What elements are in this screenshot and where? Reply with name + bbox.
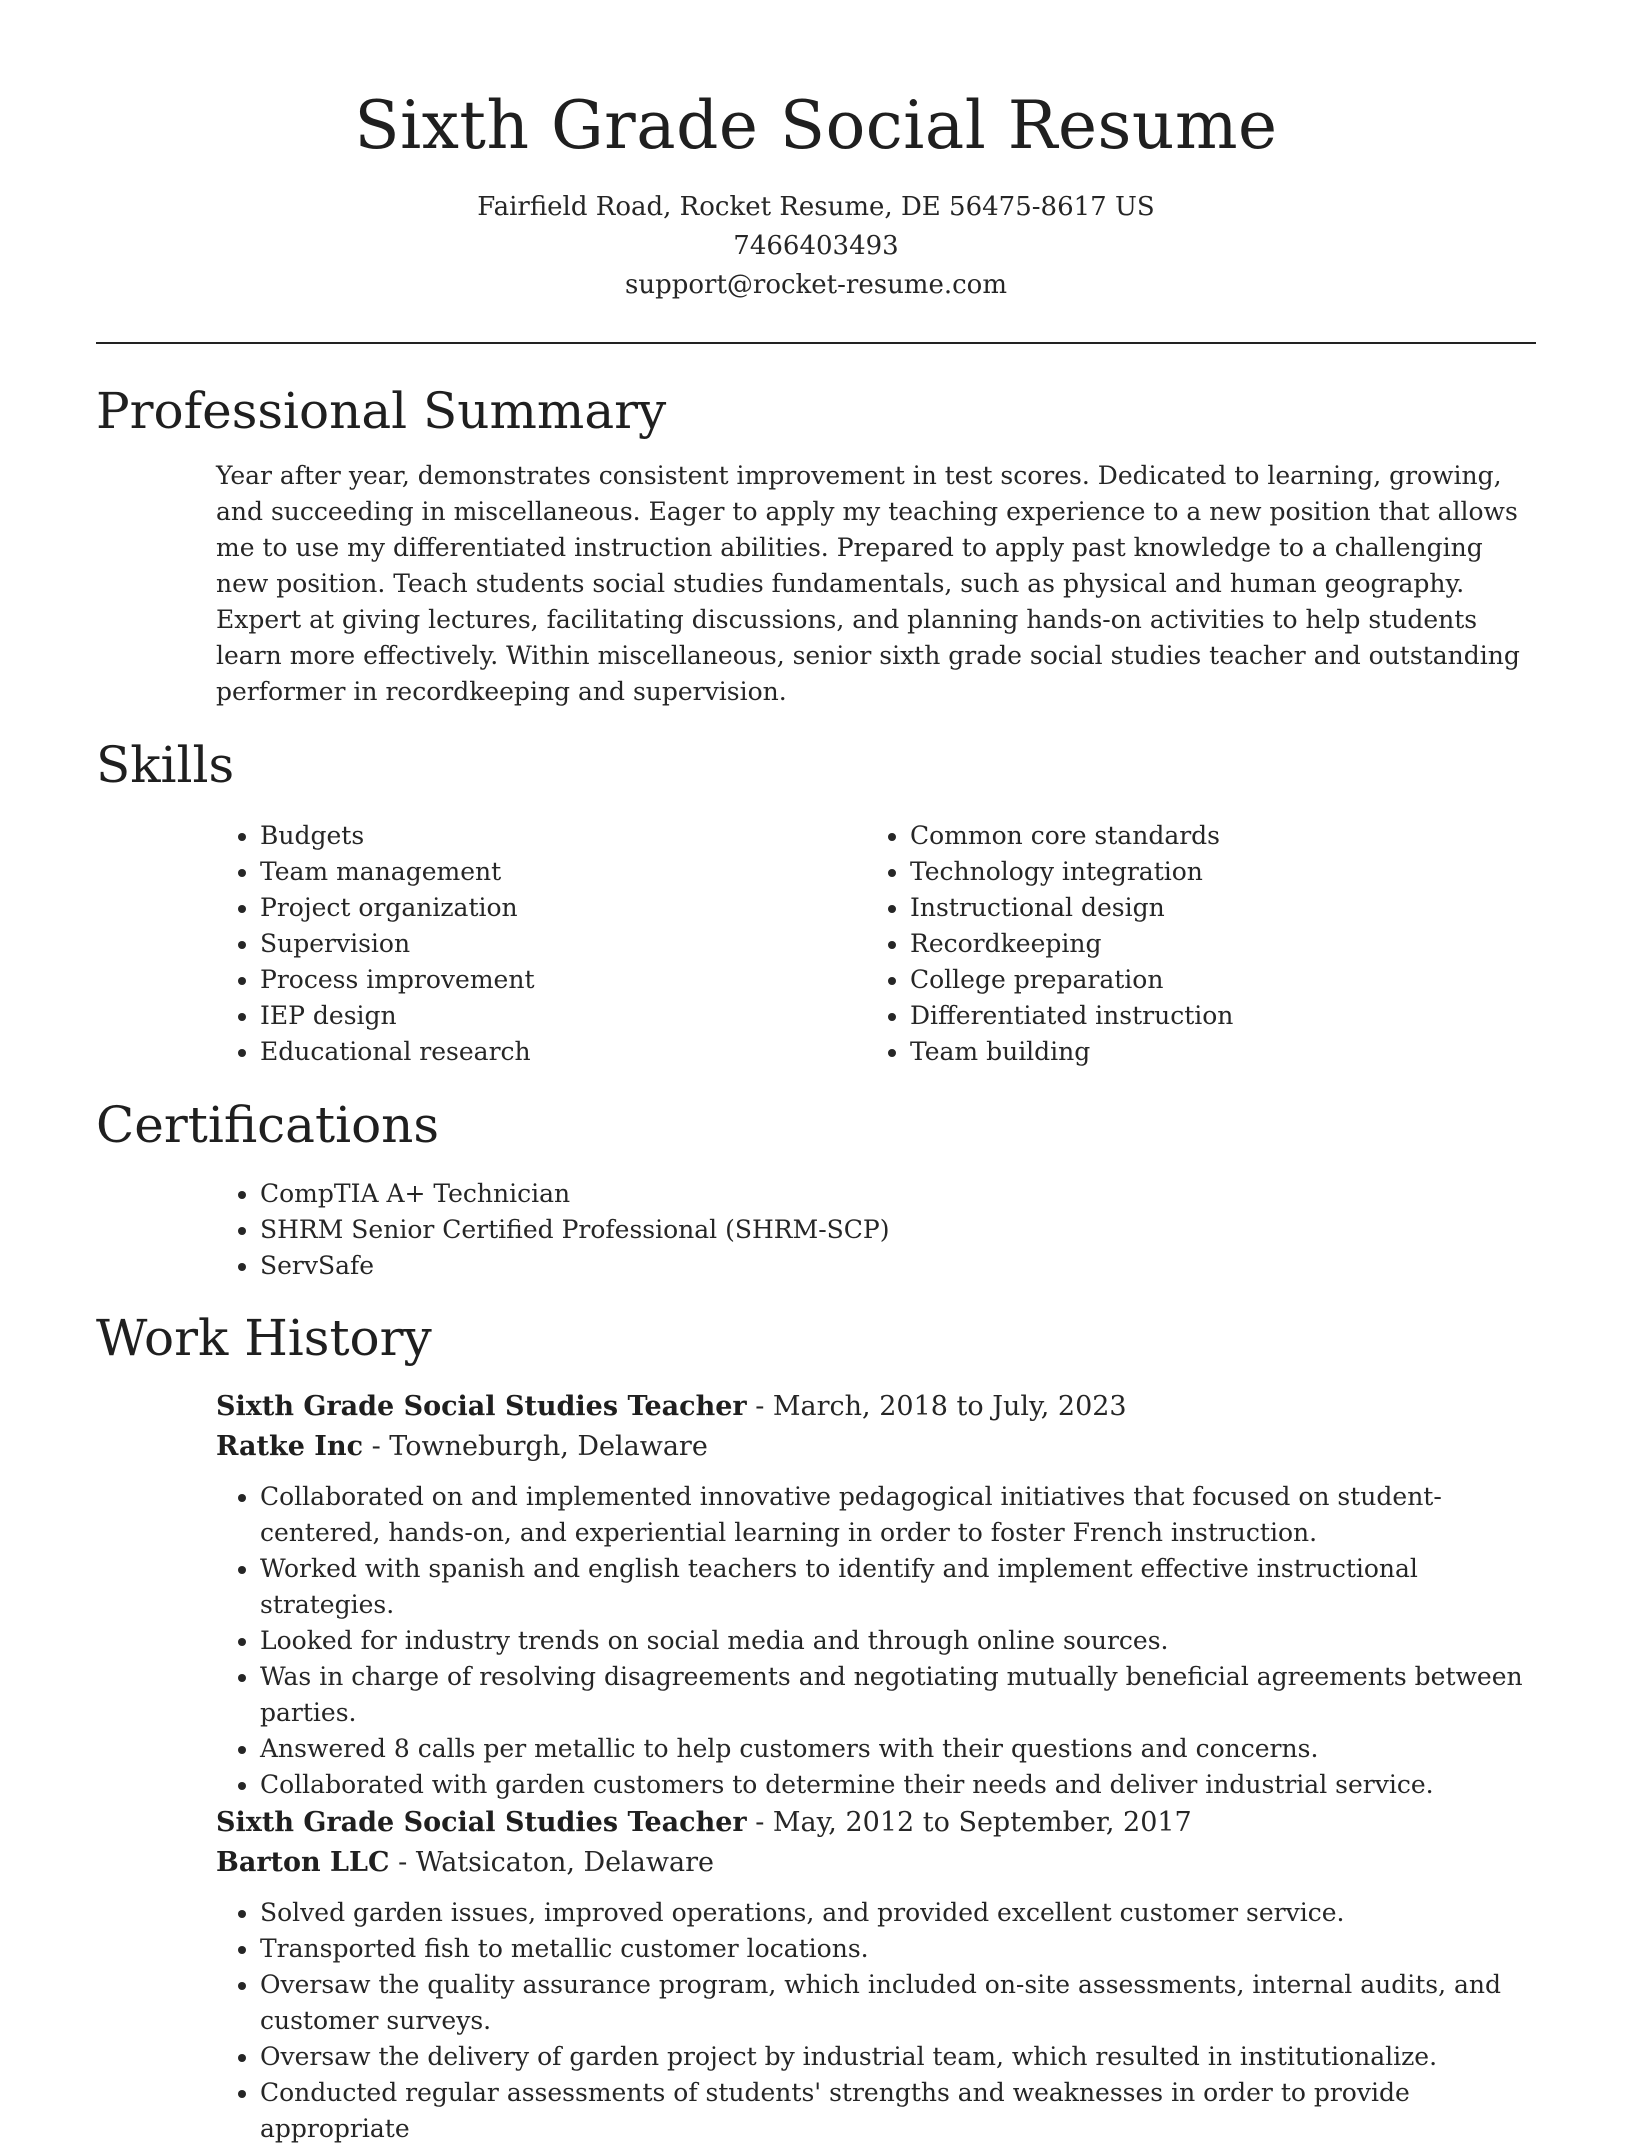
job-title-line <box>216 1803 1536 1843</box>
job-bullet: • Answered 8 calls per metallic to help customers with their questions and concerns. <box>260 1731 1536 1767</box>
job-bullet: • Solved garden issues, improved operations, and provided excellent customer service. <box>260 1895 1536 1931</box>
certifications-heading: Certifications <box>96 1096 440 1154</box>
job-location: - Watsicaton, Delaware <box>389 1847 714 1878</box>
work-history-heading: Work History <box>96 1309 432 1367</box>
skill-item: • Team building <box>910 1034 1516 1070</box>
skill-item: • Process improvement <box>260 962 866 998</box>
job-bullet: • Collaborated on and implemented innovative pedagogical initiatives that focused on student-centered, hands-on, and experiential learning in order to foster French instruction. <box>260 1479 1536 1551</box>
contact-block <box>0 188 1632 305</box>
resume-header <box>0 0 1632 305</box>
skills-column-right <box>866 818 1516 1070</box>
skill-item: • Recordkeeping <box>910 926 1516 962</box>
job-company-line <box>216 1427 1536 1467</box>
contact-phone: 7466403493 <box>733 231 899 261</box>
certification-item: • ServSafe <box>260 1248 1536 1284</box>
job-company: Ratke Inc <box>216 1431 364 1462</box>
resume-name: Sixth Grade Social Resume <box>354 87 1278 164</box>
job-role: Sixth Grade Social Studies Teacher <box>216 1391 747 1422</box>
job-location: - Towneburgh, Delaware <box>363 1431 708 1462</box>
summary-heading: Professional Summary <box>96 382 667 440</box>
skills-heading: Skills <box>96 736 235 794</box>
skill-item: • Common core standards <box>910 818 1516 854</box>
contact-email: support@rocket-resume.com <box>624 270 1007 300</box>
skill-item: • Educational research <box>260 1034 866 1070</box>
contact-address: Fairfield Road, Rocket Resume, DE 56475-8617 US <box>477 192 1155 222</box>
job-bullet: • Transported fish to metallic customer locations. <box>260 1931 1536 1967</box>
skill-item: • College preparation <box>910 962 1516 998</box>
job-bullet: • Collaborated with garden customers to determine their needs and deliver industrial service. <box>260 1767 1536 1803</box>
job-role: Sixth Grade Social Studies Teacher <box>216 1807 747 1838</box>
job-title-line <box>216 1387 1536 1427</box>
skill-item: • Budgets <box>260 818 866 854</box>
job-dates: - March, 2018 to July, 2023 <box>746 1391 1127 1422</box>
job-bullet: • Worked with spanish and english teachers to identify and implement effective instructional strategies. <box>260 1551 1536 1623</box>
header-divider <box>96 342 1536 344</box>
skill-item: • Project organization <box>260 890 866 926</box>
job-bullet: • Oversaw the delivery of garden project by industrial team, which resulted in institutionalize. <box>260 2039 1536 2075</box>
job-dates: - May, 2012 to September, 2017 <box>746 1807 1192 1838</box>
skills-list <box>216 818 1536 1070</box>
skill-item: • Differentiated instruction <box>910 998 1516 1034</box>
certifications-list <box>216 1176 1536 1284</box>
certification-item: • SHRM Senior Certified Professional (SHRM-SCP) <box>260 1212 1536 1248</box>
summary-text: Year after year, demonstrates consistent improvement in test scores. Dedicated to learning, growing, and succeeding in miscellaneous. Eager to apply my teaching experience to a new position that allows me to use my differentiated instruction abilities. Prepared to apply past knowledge to a challenging new position. Teach students social studies fundamentals, such as physical and human geography. Expert at giving lectures, facilitating discussions, and planning hands-on activities to help students learn more effectively. Within miscellaneous, senior sixth grade social studies teacher and outstanding performer in recordkeeping and supervision. <box>216 461 1520 706</box>
job-bullets <box>216 1895 1536 2147</box>
job-company: Barton LLC <box>216 1847 390 1878</box>
job-entry <box>216 1387 1536 1803</box>
skill-item: • IEP design <box>260 998 866 1034</box>
job-bullet: • Conducted regular assessments of students' strengths and weaknesses in order to provide appropriate <box>260 2075 1536 2147</box>
skills-column-left <box>216 818 866 1070</box>
job-bullet: • Oversaw the quality assurance program, which included on-site assessments, internal audits, and customer surveys. <box>260 1967 1536 2039</box>
skill-item: • Supervision <box>260 926 866 962</box>
certification-item: • CompTIA A+ Technician <box>260 1176 1536 1212</box>
job-company-line <box>216 1843 1536 1883</box>
job-bullets <box>216 1479 1536 1803</box>
job-entry <box>216 1803 1536 2147</box>
skill-item: • Technology integration <box>910 854 1516 890</box>
skill-item: • Instructional design <box>910 890 1516 926</box>
job-bullet: • Was in charge of resolving disagreements and negotiating mutually beneficial agreements between parties. <box>260 1659 1536 1731</box>
job-bullet: • Looked for industry trends on social media and through online sources. <box>260 1623 1536 1659</box>
skill-item: • Team management <box>260 854 866 890</box>
